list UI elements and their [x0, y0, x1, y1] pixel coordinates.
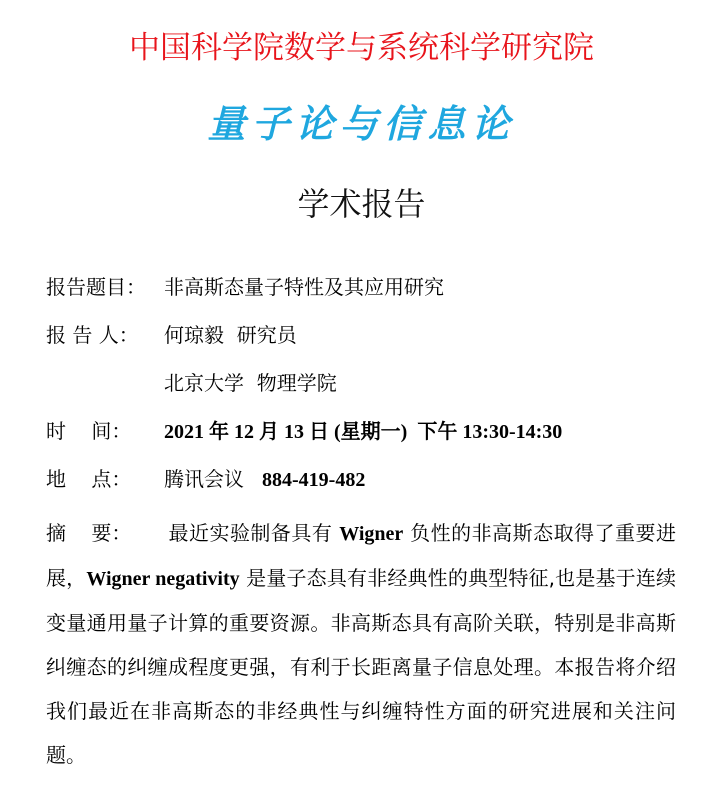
institute-name: 中国科学院数学与系统科学研究院 [129, 30, 594, 66]
speaker-value: 何琼毅 研究员 [164, 323, 297, 347]
affiliation-row [46, 368, 337, 398]
abstract-text-1: 最近实验制备具有 [168, 521, 340, 545]
abstract-term-wigner: Wigner [339, 523, 404, 545]
time-value: 2021 年 12 月 13 日 (星期一) 下午 13:30-14:30 [164, 421, 563, 443]
report-title-label: 报告题目： [46, 275, 146, 299]
place-row [46, 464, 365, 495]
speaker-label: 报 告 人： [46, 323, 139, 347]
place-meeting-app: 腾讯会议 [164, 467, 244, 491]
time-label: 时 间： [46, 419, 132, 443]
abstract-text-3: 是量子态具有非经典性的典型特征,也是基于连续变量通用量子计算的重要资源。非高斯态具有高阶关联，特别是非高斯纠缠态的纠缠成程度更强，有利于长距离量子信息处理。本报告将介绍我们最近在非高斯态的非经典性与纠缠特性方面的研究进展和关注问题。 [46, 566, 677, 767]
place-meeting-id: 884-419-482 [262, 469, 366, 491]
abstract-term-wigner-negativity: Wigner negativity [86, 568, 240, 590]
report-heading: 学术报告 [297, 185, 426, 223]
report-title-row [46, 272, 444, 302]
series-title: 量子论与信息论 [207, 102, 516, 146]
affiliation-value: 北京大学 物理学院 [164, 371, 337, 395]
report-title-value: 非高斯态量子特性及其应用研究 [164, 275, 444, 299]
speaker-row [46, 320, 297, 350]
abstract-text-2: 负性的非高斯态取得了重要进展， [46, 521, 677, 590]
time-row [46, 416, 562, 447]
abstract-paragraph [46, 511, 676, 777]
place-label: 地 点： [46, 467, 132, 491]
abstract-label: 摘 要： [46, 521, 132, 545]
